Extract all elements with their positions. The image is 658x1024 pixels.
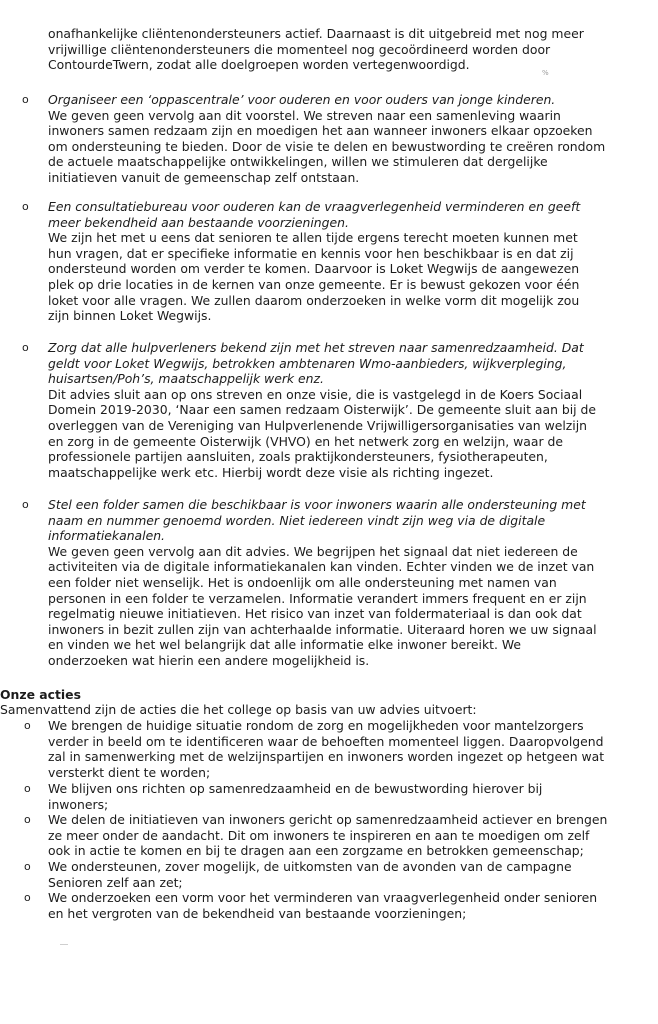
- title-line: informatiekanalen.: [48, 528, 165, 544]
- bullet-icon: o: [22, 200, 29, 213]
- text-line: ondersteund worden om verder te komen. Daarvoor is Loket Wegwijs de aangewezen: [48, 261, 580, 277]
- text-line: ContourdeTwern, zodat alle doelgroepen worden vertegenwoordigd.: [48, 57, 470, 73]
- text-line: We zijn het met u eens dat senioren te allen tijde ergens terecht moeten kunnen met: [48, 230, 578, 246]
- text-line: en het vergroten van de bekendheid van bestaande voorzieningen;: [48, 905, 467, 921]
- title-line: Organiseer een ‘oppascentrale’ voor ouderen en voor ouders van jonge kinderen.: [48, 92, 556, 107]
- text-line: personen in een folder te verzamelen. Informatie verandert immers frequent en er zijn: [48, 590, 587, 606]
- advice-title: [48, 199, 640, 230]
- title-line: meer bekendheid aan bestaande voorzieningen.: [48, 214, 349, 230]
- title-line: huisartsen/Poh’s, maatschappelijk werk enz.: [48, 371, 324, 387]
- section-heading: Onze acties: [0, 687, 81, 702]
- text-line: Domein 2019-2030, ‘Naar een samen redzaam Oisterwijk’. De gemeente sluit aan bij de: [48, 402, 597, 418]
- text-line: initiatieven vanuit de gemeenschap zelf ontstaan.: [48, 169, 360, 185]
- bullet-icon: o: [22, 341, 29, 354]
- text-line: vrijwillige cliëntenondersteuners die momenteel nog gecoördineerd worden door: [48, 41, 551, 57]
- text-line: ze meer onder de aandacht. Dit om inwoners te inspireren en aan te moedigen om zelf: [48, 827, 590, 843]
- bullet-icon: o: [24, 782, 31, 795]
- text-line: verder in beeld om te identificeren waar de behoeften momenteel liggen. Daaropvolgend: [48, 733, 604, 749]
- text-line: inwoners;: [48, 796, 109, 812]
- text-line: regelmatig nieuwe initiatieven. Het risico van inzet van foldermateriaal is dan ook dat: [48, 606, 582, 622]
- text-line: maatschappelijke werk etc. Hierbij wordt deze visie als richting ingezet.: [48, 464, 494, 480]
- text-line: onafhankelijke cliëntenondersteuners actief. Daarnaast is dit uitgebreid met nog meer: [48, 26, 584, 41]
- text-line: en vinden we het wel belangrijk dat alle informatie elke inwoner bereikt. We: [48, 637, 522, 653]
- advice-response: [48, 387, 640, 481]
- text-line: We blijven ons richten op samenredzaamheid en de bewustwording hierover bij: [48, 781, 543, 796]
- text-line: professionele partijen aansluiten, zoals praktijkondersteuners, fysiotherapeuten,: [48, 449, 548, 465]
- bullet-icon: o: [22, 93, 29, 106]
- scan-artifact: %: [542, 69, 549, 77]
- advice-title: [48, 497, 640, 544]
- text-line: overleggen van de Vereniging van Hulpverlenende Vrijwilligersorganisaties van welzijn: [48, 417, 588, 433]
- advice-title: [48, 92, 640, 108]
- text-line: en zorg in de gemeente Oisterwijk (VHVO) en het netwerk zorg en welzijn, waar de: [48, 433, 564, 449]
- bullet-icon: o: [24, 860, 31, 873]
- text-line: inwoners in bezit zullen zijn van achterhaalde informatie. Uiteraard horen we uw signaal: [48, 621, 597, 637]
- text-line: Dit advies sluit aan op ons streven en onze visie, die is vastgelegd in de Koers Sociaal: [48, 386, 583, 402]
- bullet-icon: o: [24, 813, 31, 826]
- title-line: Stel een folder samen die beschikbaar is voor inwoners waarin alle ondersteuning met: [48, 497, 586, 512]
- title-line: geldt voor Loket Wegwijs, betrokken ambtenaren Wmo-aanbieders, wijkverpleging,: [48, 355, 567, 371]
- text-line: een folder niet wenselijk. Het is ondoenlijk om alle ondersteuning met namen van: [48, 574, 557, 590]
- text-line: onderzoeken wat hierin een andere mogelijkheid is.: [48, 652, 370, 668]
- bullet-icon: o: [24, 891, 31, 904]
- advice-title: [48, 340, 640, 387]
- text-line: inwoners samen redzaam zijn en moedigen het aan wanneer inwoners elkaar opzoeken: [48, 123, 593, 139]
- text-line: zijn binnen Loket Wegwijs.: [48, 308, 212, 324]
- text-line: loket voor alle vragen. We zullen daarom onderzoeken in welke vorm dit mogelijk zou: [48, 292, 580, 308]
- text-line: Senioren zelf aan zet;: [48, 874, 183, 890]
- advice-response: [48, 544, 640, 669]
- text-line: zal in samenwerking met de welzijnspartijen en inwoners worden ingezet op hetgeen wat: [48, 749, 605, 765]
- text-line: We delen de initiatieven van inwoners gericht op samenredzaamheid actiever en brengen: [48, 812, 608, 827]
- text-line: om ondersteuning te bieden. Door de visie te delen en bewustwording te creëren rondom: [48, 138, 606, 154]
- bullet-icon: o: [24, 719, 31, 732]
- text-line: activiteiten via de digitale informatiekanalen kan vinden. Echter vinden we de inzet van: [48, 559, 595, 575]
- text-line: We onderzoeken een vorm voor het verminderen van vraagverlegenheid onder senioren: [48, 890, 598, 905]
- advice-response: [48, 230, 640, 324]
- text-line: ook in actie te komen en bij te dragen aan een zorgzame en betrokken gemeenschap;: [48, 843, 584, 859]
- title-line: naam en nummer genoemd worden. Niet iedereen vindt zijn weg via de digitale: [48, 512, 546, 528]
- title-line: Zorg dat alle hulpverleners bekend zijn met het streven naar samenredzaamheid. Dat: [48, 340, 584, 355]
- text-line: We geven geen vervolg aan dit advies. We begrijpen het signaal dat niet iedereen de: [48, 543, 578, 559]
- title-line: Een consultatiebureau voor ouderen kan de vraagverlegenheid verminderen en geeft: [48, 199, 581, 214]
- text-line: hun vragen, dat er specifieke informatie en kennis voor hen beschikbaar is en dat zij: [48, 245, 574, 261]
- text-line: We geven geen vervolg aan dit voorstel. We streven naar een samenleving waarin: [48, 107, 561, 123]
- text-line: We ondersteunen, zover mogelijk, de uitkomsten van de avonden van de campagne: [48, 859, 572, 874]
- text-line: versterkt dient te worden;: [48, 764, 211, 780]
- text-line: We brengen de huidige situatie rondom de zorg en mogelijkheden voor mantelzorgers: [48, 718, 584, 733]
- text-line: plek op drie locaties in de kernen van onze gemeente. Er is bewust gekozen voor één: [48, 276, 580, 292]
- bullet-icon: o: [22, 498, 29, 511]
- section-summary: Samenvattend zijn de acties die het college op basis van uw advies uitvoert:: [0, 702, 477, 717]
- scan-artifact-line: [60, 944, 68, 945]
- advice-response: [48, 108, 640, 186]
- text-line: de actuele maatschappelijke ontwikkelingen, willen we stimuleren dat dergelijke: [48, 154, 548, 170]
- intro-paragraph: [48, 26, 640, 73]
